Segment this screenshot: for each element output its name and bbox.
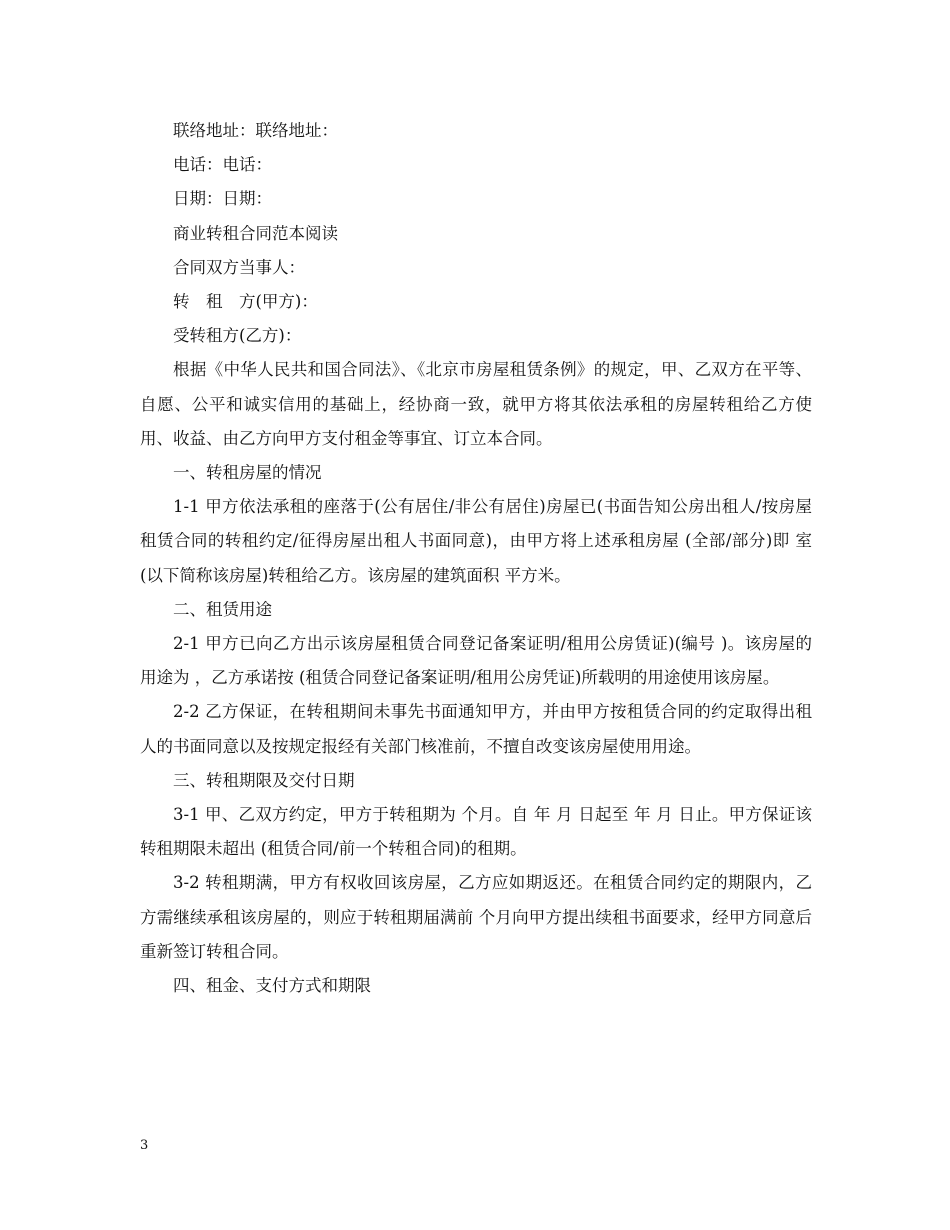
section-heading-1: 一、转租房屋的情况: [173, 463, 322, 483]
contact-address-line: 联络地址：联络地址：: [173, 121, 338, 140]
section-heading-3: 三、转租期限及交付日期: [173, 770, 355, 790]
document-title: 商业转租合同范本阅读: [173, 223, 338, 243]
document-body: [140, 114, 812, 1003]
page-number: 3: [140, 1138, 149, 1153]
clause-1-1: 1-1 甲方依法承租的座落于(公有居住/非公有居住)房屋已(书面告知公房出租人/按房屋租赁合同的转租约定/征得房屋出租人书面同意)，由甲方将上述承租房屋 (全部/部分)即 室(以下简称该房屋)转租给乙方。该房屋的建筑面积 平方米。: [140, 497, 812, 585]
section-heading-4: 四、租金、支付方式和期限: [173, 976, 371, 996]
clause-3-2: 3-2 转租期满，甲方有权收回该房屋，乙方应如期返还。在租赁合同约定的期限内，乙方需继续承租该房屋的，则应于转租期届满前 个月向甲方提出续租书面要求，经甲方同意后重新签订转租合同。: [140, 873, 812, 961]
clause-3-1: 3-1 甲、乙双方约定，甲方于转租期为 个月。自 年 月 日起至 年 月 日止。甲方保证该转租期限未超出 (租赁合同/前一个转租合同)的租期。: [140, 805, 812, 859]
party-a-line: 转 租 方(甲方)：: [173, 292, 318, 312]
phone-line: 电话：电话：: [173, 155, 272, 175]
preamble-paragraph: 根据《中华人民共和国合同法》、《北京市房屋租赁条例》的规定，甲、乙双方在平等、自愿、公平和诚实信用的基础上，经协商一致，就甲方将其依法承租的房屋转租给乙方使用、收益、由乙方向甲方支付租金等事宜、订立本合同。: [140, 360, 812, 448]
date-line: 日期：日期：: [173, 189, 272, 209]
parties-heading: 合同双方当事人：: [173, 257, 305, 277]
section-heading-2: 二、租赁用途: [173, 599, 272, 619]
clause-2-1: 2-1 甲方已向乙方出示该房屋租赁合同登记备案证明/租用公房赁证)(编号 )。该房屋的用途为 ，乙方承诺按 (租赁合同登记备案证明/租用公房凭证)所载明的用途使用该房屋。: [140, 634, 812, 688]
party-b-line: 受转租方(乙方)：: [173, 326, 302, 346]
clause-2-2: 2-2 乙方保证，在转租期间未事先书面通知甲方，并由甲方按租赁合同的约定取得出租人的书面同意以及按规定报经有关部门核准前，不擅自改变该房屋使用用途。: [140, 702, 812, 756]
